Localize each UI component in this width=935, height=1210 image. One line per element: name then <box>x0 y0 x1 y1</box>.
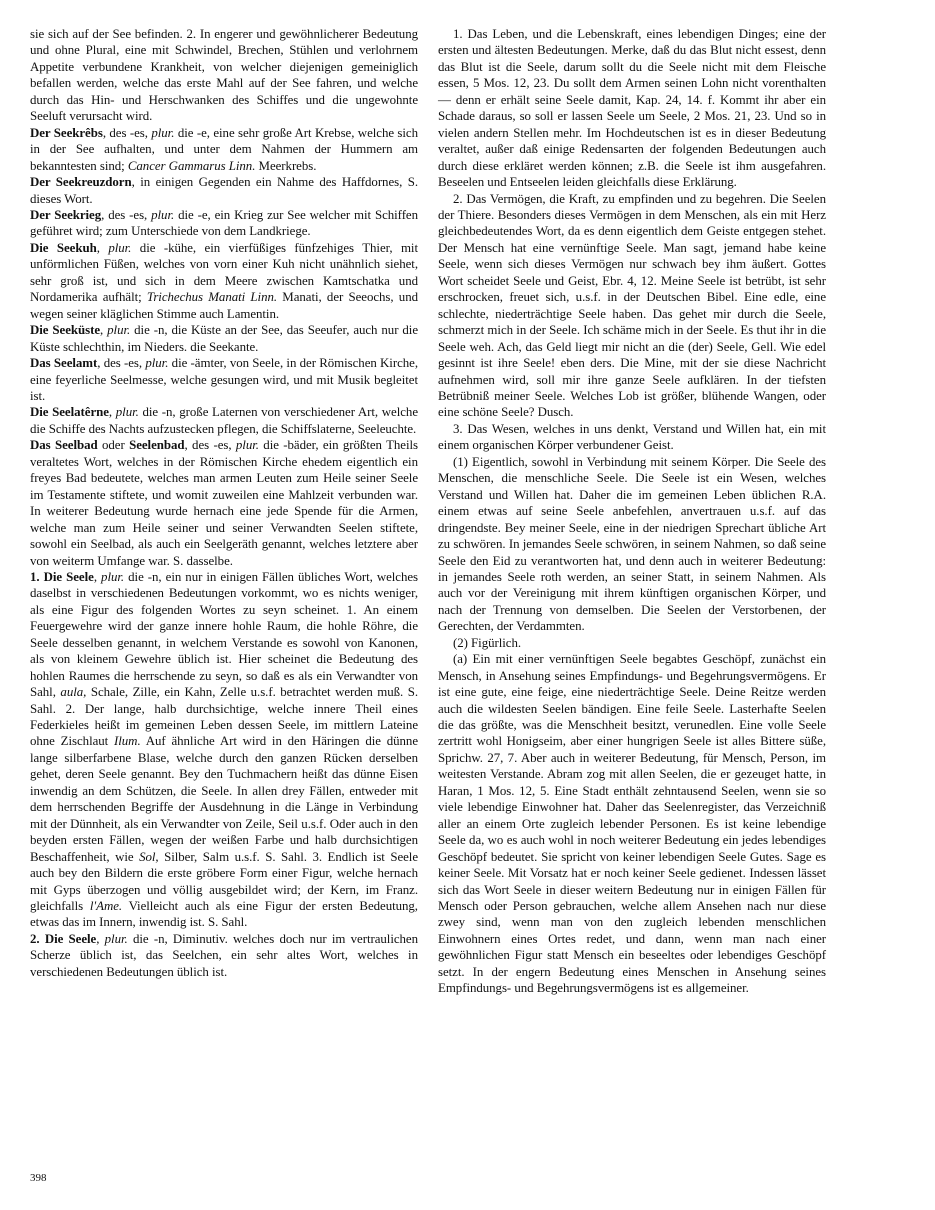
headword: Die Seekuh <box>30 240 97 255</box>
italic-text: Ilum. <box>114 734 141 749</box>
dictionary-entry <box>30 569 418 931</box>
entry-text: die -ämter, von Seele, in der Römischen Kirche, eine feyerliche Seelmesse, welche gesungen wird, und mit Musik begleitet ist. <box>30 356 418 403</box>
italic-text: plur. <box>151 207 175 222</box>
entry-text: die -n, große Laternen von verschiedener Art, welche die Schiffe des Nachts aufzustecken pflegen, die Schiffslaterne, Seeleuchte. <box>30 405 418 436</box>
entry-text: Schale, Zille, ein Kahn, Zelle u.s.f. betrachtet werden muß. S. Sahl. 2. Der lange, halb durchsichtige, welche innere Theil eines Federkieles heißt im gemeinen Leben dessen Seele, im mittlern Lateine ohne Zischlaut <box>30 685 418 749</box>
entry-text: , <box>96 931 105 946</box>
headword: Das Seelbad <box>30 438 98 453</box>
meaning-paragraph: (2) Figürlich. <box>453 635 522 650</box>
italic-text: plur. <box>115 405 139 420</box>
entry-text: die -n, ein nur in einigen Fällen übliches Wort, welches daselbst in verschiedenen Bedeutungen vorkommt, wo es nichts weniger, als eine Figur des folgenden Wortes zu seyn scheinet. 1. An einem Feuergewehre wird der ganze innere hohle Raum, die hohle Röhre, die Seele desselben genannt, in welchem Verstande es sowohl von Kanonen, als von kleinem Gewehre üblich ist. Hier scheinet die Bedeutung des hohlen Raumes die herrschende zu seyn, so daß es als ein Verwandter von Sahl, <box>30 569 419 700</box>
italic-text: aula, <box>60 685 87 700</box>
dictionary-entry <box>30 322 418 355</box>
entry-text: sie sich auf der See befinden. 2. In engerer und gewöhnlicherer Bedeutung und ohne Plural, eine mit Schwindel, Brechen, Stühlen und verlohrnem Appetite verbundene Krankheit, von welcher diejenigen gemeiniglich befallen werden, welche das erste Mahl auf der See fahren, und welche durch das Hin- und Herschwanken des Schiffes und die ungewohnte Seeluft verursacht wird. <box>30 27 418 124</box>
entry-text: die -e, eine sehr große Art Krebse, welche sich in der See aufhalten, und unter dem Nahmen der Hummern am bekanntesten sind; <box>30 125 418 173</box>
dictionary-entry <box>30 437 418 569</box>
italic-text: plur. <box>108 240 132 255</box>
dictionary-entry <box>30 404 418 437</box>
entry-text: Silber, Salm u.s.f. S. Sahl. 3. Endlich ist Seele auch bey den Bildern die erste gröbere Form einer Figur, welche hernach mit Gyps überzogen und völlig ausgebildet wird; der Kern, im Franz. gleichfalls <box>30 849 419 914</box>
entry-text: , <box>108 405 116 420</box>
headword: Die Seelatêrne <box>30 405 109 420</box>
italic-text: Sol, <box>139 849 159 864</box>
meaning-paragraph: (a) Ein mit einer vernünftigen Seele begabtes Geschöpf, zunächst ein Mensch, in Ansehung seines Empfindungs- und Begehrungsvermögens. Er ist eine gute, eine feige, eine niederträchtige Seele. Deine Reitze werden auch die wildesten Seelen bändigen. Eine feile Seele. Lasterhafte Seelen die das größte, was die Menschheit besitzt, verunedlen. Eine volle Seele zertritt wohl Honigseim, aber einer hungrigen Seele ist alles Bittere süße, Sprichw. 27, 7. Aber auch in weiterer Bedeutung, für Mensch, Person, im weitesten Verstande. Abram zog mit allen Seelen, die er gezeuget hatte, in Haran, 1 Mos. 12, 5. Eine Stadt enthält zehntausend Seelen, wenn sie so viele lebendige Einwohner hat. Daher das Seelenregister, das Verzeichniß aller an einem Orte zugleich lebender Personen. Es ist keine lebendige Seele da, wo es auch wohl in noch weiterer Bedeutung ein jedes lebendiges Geschöpf bedeutet. Sie spricht von keiner lebendigen Seele Gutes. Sage es keiner Seele. Mit Vorsatz hat er noch keiner Seele gedienet. Indessen lässet sich das Wort Seele in dieser weitern Bedeutung nur in einigen Fällen für Mensch oder Person gebrauchen, welche allem Ansehen nach nur diese zwey sind, wenn man von den zugleich lebenden menschlichen Einwohnern eines Ortes redet, und dann, wenn man nach einer gewöhnlichen Figur statt Mensch ein beseeltes oder lebendiges Geschöpf setzt. In der engern Bedeutung eines Menschen in Ansehung seines Empfindungs- und Begehrungsvermögens ist es allgemeiner. <box>438 652 826 996</box>
entry-text: , <box>100 323 108 338</box>
meaning-paragraph: 3. Das Wesen, welches in uns denkt, Verstand und Willen hat, ein mit einem organischen Körper verbundener Geist. <box>438 421 826 453</box>
italic-text: plur. <box>104 931 128 946</box>
dictionary-entry <box>30 240 418 322</box>
italic-text: plur. <box>145 356 169 371</box>
entry-text: die -kühe, ein vierfüßiges fünfzehiges Thier, mit unförmlichen Füßen, welches von vorn einer Kuh nicht unähnlich siehet, sehr groß ist, und sich in dem Meere zwischen Kamtschatka und Nordamerika aufhält; <box>30 240 418 305</box>
right-column <box>438 26 826 997</box>
italic-text: Trichechus Manati Linn. <box>146 290 278 305</box>
entry-text: Vielleicht auch als eine Figur der ersten Bedeutung, etwas das im Innern, inwendig ist. S. Sahl. <box>30 899 418 930</box>
italic-text: plur. <box>101 569 125 584</box>
entry-text: die -n, die Küste an der See, das Seeufer, auch nur die Küste schlechthin, im Nieders. die Seekante. <box>30 323 419 354</box>
left-column <box>30 26 418 980</box>
entry-text: die -bäder, ein größten Theils veraltetes Wort, welches in der Römischen Kirche ehedem eigentlich ein freyes Bad bedeutete, welches man armen Leuten zum Heile seiner Seele im Testamente stiftete, und womit zuweilen eine Mahlzeit verbunden war. In weiterer Bedeutung wurde hernach eine jede Spende für die Armen, welche man zum Heile seiner und seiner Verwandten Seelen stiftete, sowohl ein Seelbad, als auch ein Seelgeräth genannt, welches letztere aber von weiterm Umfange war. S. dasselbe. <box>30 438 418 568</box>
entry-text: Meerkrebs. <box>255 158 317 173</box>
dictionary-entry <box>30 125 418 174</box>
meaning-paragraph: (1) Eigentlich, sowohl in Verbindung mit seinem Körper. Die Seele des Menschen, die menschliche Seele. Die Seele ist ein Wesen, welches Verstand und Willen hat. Daher die im gemeinen Leben üblichen R.A. einem etwas auf seine Seele anbefehlen, anvertrauen u.s.f. auf das dringendste. Bey meiner Seele, eine in der niedrigen Sprechart übliche Art zu schwören. In jemandes Seele schwören, in seinem Nahmen, so daß seine Seele den Eid zu verantworten hat, und denn auch in weiterer Bedeutung: in jemandes Seele roth werden, an seiner Statt, in seinem Nahmen. Als auch vor der Vereinigung mit ihrem künftigen organischen Körper, und nach der Trennung von demselben. Die Seelen der Verstorbenen, der Gerechten, der Verdammten. <box>438 454 826 634</box>
italic-text: plur. <box>235 438 259 453</box>
italic-text: plur. <box>151 125 175 140</box>
headword: 1. Die Seele <box>30 569 94 584</box>
headword: Der Seekrieg <box>30 207 102 222</box>
entry-text: , des -es, <box>102 125 152 140</box>
entry-text: die -e, ein Krieg zur See welcher mit Schiffen geführet wird; zum Unterschiede von dem Landkriege. <box>30 207 418 239</box>
entry-text: , des -es, <box>97 356 146 371</box>
dictionary-entry <box>30 355 418 404</box>
headword: Der Seekrêbs <box>30 125 103 140</box>
entry-text: , in einigen Gegenden ein Nahme des Haffdornes, S. dieses Wort. <box>30 175 418 206</box>
entry-text: , <box>93 569 102 584</box>
page-number: 398 <box>30 1172 47 1184</box>
entry-text: , des -es, <box>101 207 152 222</box>
entry-text: , des -es, <box>184 438 236 453</box>
italic-text: l'Ame. <box>89 899 123 914</box>
entry-text: oder <box>97 438 130 453</box>
meaning-paragraph: 2. Das Vermögen, die Kraft, zu empfinden und zu begehren. Die Seelen der Thiere. Besonders dieses Vermögen in dem Menschen, als ein mit Herz gleichbedeutendes Wort, da es denn eigentlich dem Geiste entgegen stehet. Der Mensch hat eine vernünftige Seele. Man sagt, jemand habe keine Seele, wenn sich dieses Vermögen nur schwach bey ihm äußert. Gottes Wort scheidet Seele und Geist, Ebr. 4, 12. Meine Seele ist betrübt, ist sehr erschrocken, freuet sich, u.s.f. in der Deutschen Bibel. Eine edle, eine schlechte, niederträchtige Seele haben. Das gehet mir durch die Seele, schmerzt mich in der Seele. Ich schäme mich in der Seele. Es thut ihr in die Seele weh. Ach, das Geld liegt mir nicht an die (der) Seele, Gell. Wie edel gesinnt ist ihre Seele! eben ders. Die Mine, mit der sie diese Nachricht aufnehmen wird, soll mir ihre ganze Seele aufklären. In der tiefsten Betrübniß meiner Seele. Welches Lob ist größer, blühende Wangen, oder eine schöne Seele? Dusch. <box>438 191 826 420</box>
entry-text: die -n, Diminutiv. welches doch nur im vertraulichen Scherze üblich ist, das Seelchen, ein sehr altes Wort, welches in verschiedenen Bedeutungen üblich ist. <box>30 931 418 979</box>
entry-text: , <box>96 240 109 255</box>
meaning-paragraph: 1. Das Leben, und die Lebenskraft, eines lebendigen Dinges; eine der ersten und ältesten Bedeutungen. Merke, daß du das Blut nicht essest, denn das Blut ist die Seele, darum sollt du die Seele nicht mit dem Fleische essen, 5 Mos. 12, 23. Du sollt dem Armen seinen Lohn nicht vorenthalten— denn er erhält seine Seele damit, Kap. 24, 14. f. Kommt ihr aber ein Schade daraus, so soll er lassen Seele um Seele, 2 Mos. 21, 23. Und so in vielen andern Stellen mehr. Im Hochdeutschen ist es in dieser Bedeutung veraltet, außer daß einige Redensarten der folgenden Bedeutungen auch durch diese erkläret werden können; z.B. die Seele ist ihm ausgefahren. Beseelen und Entseelen leiden gleichfalls diese Erklärung. <box>438 27 826 190</box>
entry-text: Auf ähnliche Art wird in den Häringen die dünne lange silberfarbene Blase, welche durch den ganzen Rücken derselben gehet, deren Seele genannt. Bey den Tuchmachern heißt das dünne Eisen inwendig an dem Schützen, die Seele. In allen drey Fällen, entweder mit dem herrschenden Begriffe der Ausdehnung in die Länge in Verbindung mit der Dünnheit, als ein Verwandter von Zeile, Seil u.s.f. Oder auch in den beyden ersten Fällen, wegen der weißen Farbe und halb durchsichtigen Beschaffenheit, wie <box>30 734 418 864</box>
dictionary-entry <box>30 207 418 240</box>
headword: 2. Die Seele <box>30 931 97 946</box>
italic-text: Cancer Gammarus Linn. <box>127 158 256 173</box>
headword: Die Seeküste <box>30 323 101 338</box>
italic-text: plur. <box>107 323 131 338</box>
dictionary-entry <box>30 26 418 125</box>
dictionary-entry <box>30 931 418 980</box>
dictionary-entry <box>30 174 418 207</box>
headword: Das Seelamt <box>30 356 98 371</box>
headword: Seelenbad <box>129 438 185 453</box>
headword: Der Seekreuzdorn <box>30 175 132 190</box>
entry-text: Manati, der Seeochs, und wegen seiner kläglichen Stimme auch Lamentin. <box>30 290 418 321</box>
